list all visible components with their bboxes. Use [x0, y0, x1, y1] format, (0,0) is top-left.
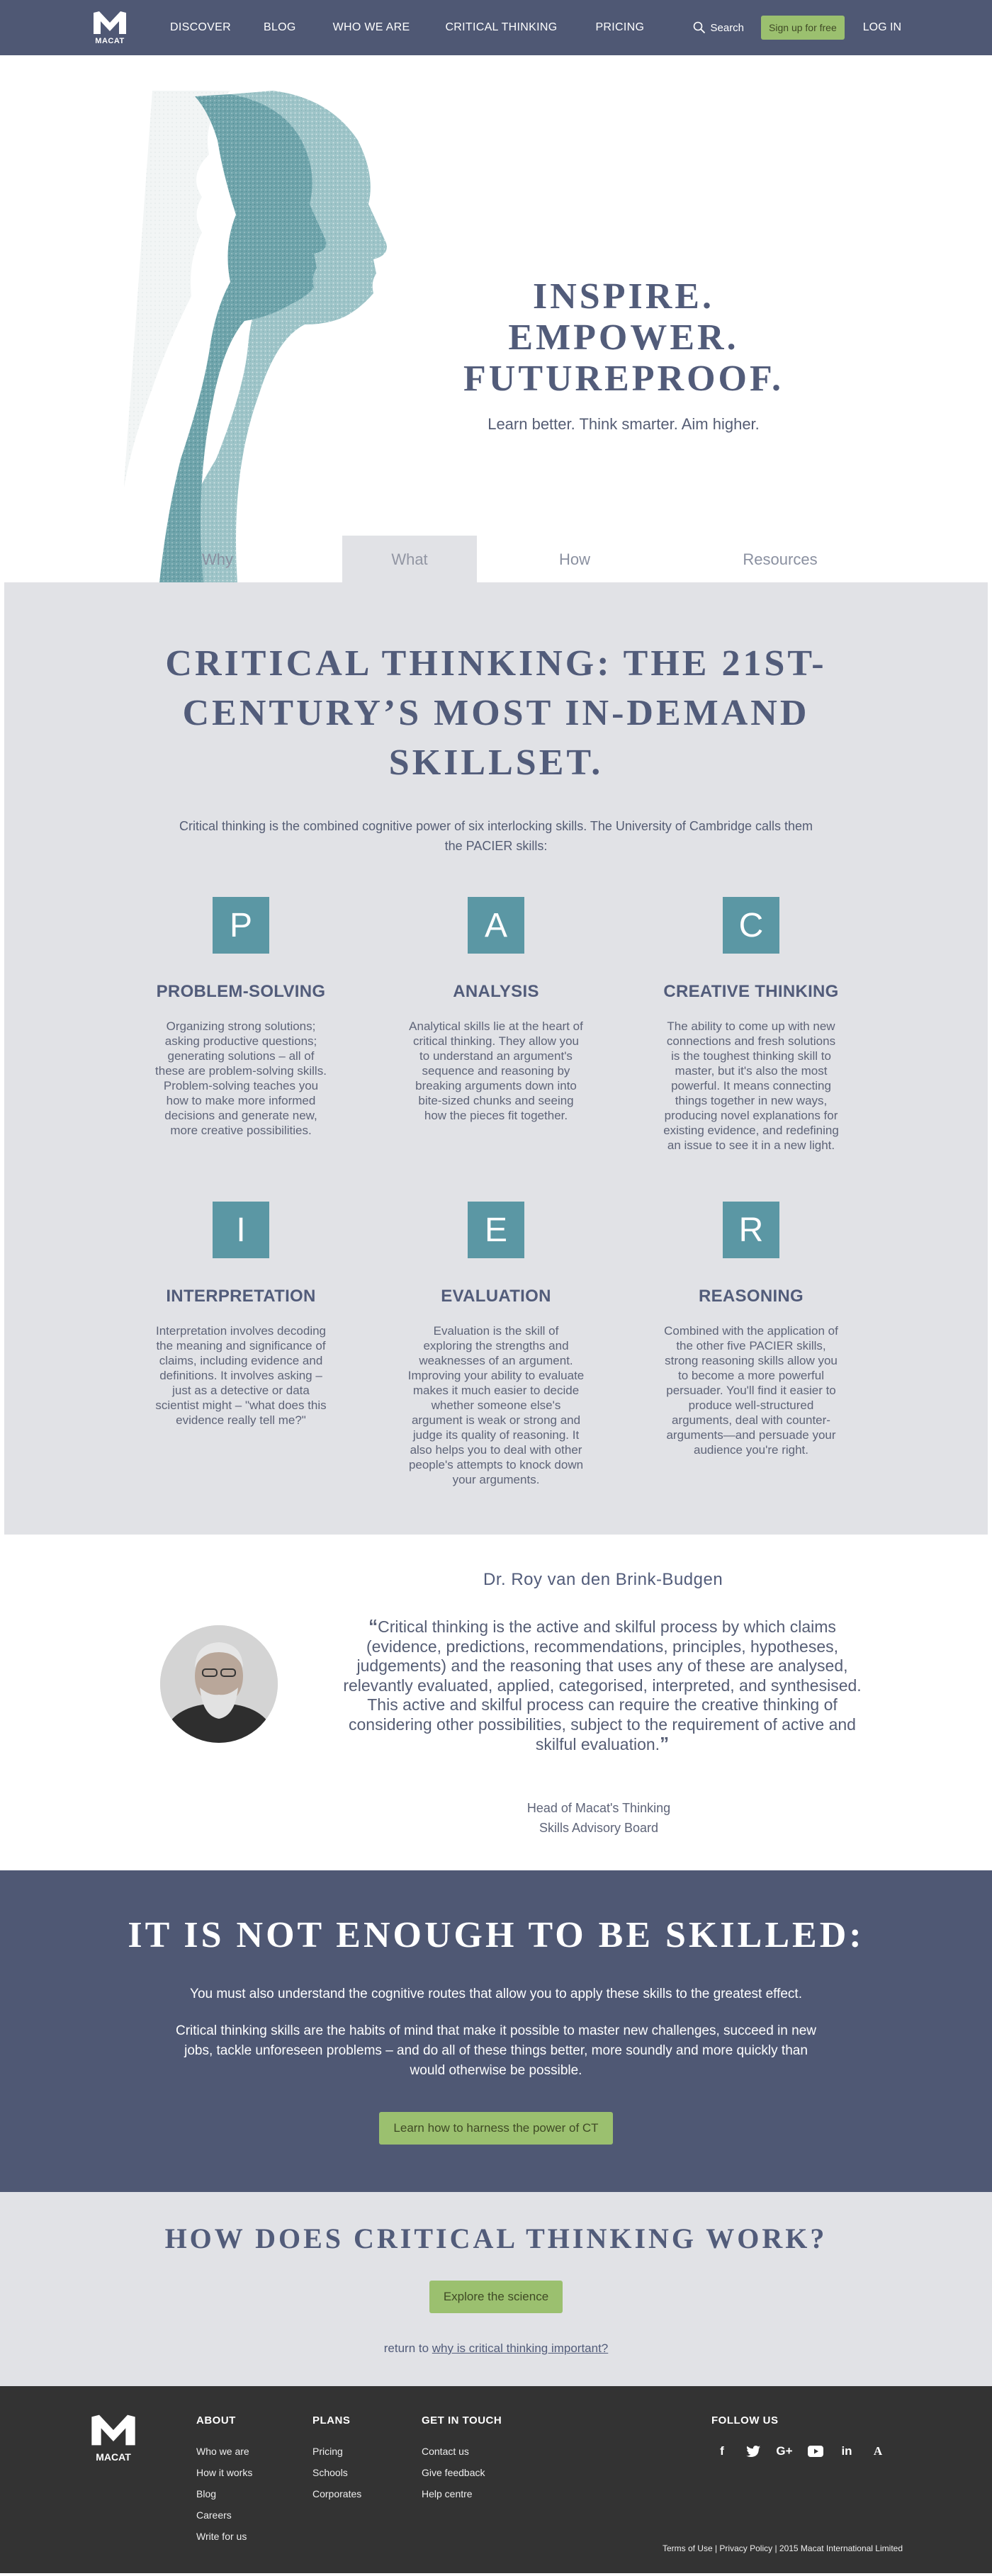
hero — [0, 55, 992, 582]
quote-text: Critical thinking is the active and skilful process by which claims (evidence, predictions, recommendations, principles, hypotheses, judgements) and the reasoning that uses any of these are analysed, relevantly evaluated, applied, categorised, interpreted, and synthesised. This active and skilful process can require the creative thinking of considering other possibilities, subject to the requirement of active and skilful evaluation. — [343, 1617, 862, 1753]
skill-title: PROBLEM-SOLVING — [156, 982, 326, 1001]
harness-ct-button[interactable]: Learn how to harness the power of CT — [379, 2112, 612, 2145]
expert-name: Dr. Roy van den Brink-Budgen — [483, 1570, 723, 1589]
expert-role — [496, 1798, 701, 1838]
skill-description: The ability to come up with new connections and fresh solutions is the toughest thinking skill to master, but it's also the most powerful. It means connecting things together in new ways, producing novel explanations for existing evidence, and redefining an issue to see it in a new light. — [663, 1019, 839, 1152]
nav-who-we-are[interactable]: WHO WE ARE — [332, 21, 410, 33]
skill-card-analysis — [368, 897, 624, 1202]
skill-description: Evaluation is the skill of exploring the strengths and weaknesses of an argument. Improving your ability to evaluate makes it much easier to decide whether someone else's argument is weak or strong and judge its quality of reasoning. It also helps you to deal with other people's attempts to knock down your arguments. — [407, 1324, 585, 1486]
footer-link[interactable]: Corporates — [312, 2488, 362, 2499]
expert-quote-section — [0, 1535, 992, 1870]
social-links — [711, 2441, 898, 2462]
skill-title: REASONING — [698, 1287, 804, 1306]
not-enough-title: IT IS NOT ENOUGH TO BE SKILLED: — [128, 1915, 864, 1955]
footer-link[interactable]: Contact us — [422, 2446, 469, 2457]
google-plus-icon[interactable]: G+ — [776, 2444, 793, 2458]
hero-title — [453, 276, 794, 400]
expert-role-line-2: Skills Advisory Board — [539, 1821, 659, 1835]
skill-letter-e: E — [468, 1202, 524, 1258]
skill-card-interpretation — [113, 1202, 368, 1506]
footer-logo-text: MACAT — [96, 2451, 131, 2463]
footer-link[interactable]: Who we are — [196, 2446, 249, 2457]
search-label: Search — [710, 21, 745, 34]
footer-contact-heading: GET IN TOUCH — [422, 2414, 502, 2427]
footer-plans — [312, 2414, 361, 2504]
footer-link[interactable]: Schools — [312, 2467, 348, 2478]
not-enough-paragraph-1: You must also understand the cognitive routes that allow you to apply these skills to the greatest effect. — [190, 1987, 802, 2001]
footer-about — [196, 2414, 252, 2547]
tab-what[interactable]: What — [342, 536, 477, 582]
skill-title: CREATIVE THINKING — [663, 982, 839, 1001]
hero-title-line-2: FUTUREPROOF. — [463, 358, 784, 399]
footer-link[interactable]: How it works — [196, 2467, 253, 2478]
section-tabs — [0, 536, 992, 582]
critical-thinking-section — [4, 582, 988, 1535]
footer-contact — [422, 2414, 502, 2504]
academia-icon[interactable]: A — [873, 2444, 883, 2458]
footer-about-heading: ABOUT — [196, 2414, 236, 2427]
return-link-prefix: return to — [383, 2341, 432, 2355]
footer-link[interactable]: Pricing — [312, 2446, 343, 2457]
search-button[interactable] — [693, 21, 745, 34]
footer-follow — [711, 2414, 898, 2462]
hero-text — [453, 276, 794, 434]
skill-title: INTERPRETATION — [166, 1287, 316, 1306]
ct-title: CRITICAL THINKING: THE 21ST-CENTURY’S MOST IN-DEMAND SKILLSET. — [165, 643, 827, 783]
footer-plans-heading: PLANS — [312, 2414, 351, 2427]
skill-letter-c: C — [723, 897, 779, 954]
linkedin-icon[interactable]: in — [841, 2444, 852, 2458]
return-link-line — [0, 2341, 992, 2356]
footer-link[interactable]: Careers — [196, 2509, 232, 2521]
pacier-grid — [113, 897, 879, 1506]
hero-title-line-1: INSPIRE. EMPOWER. — [508, 276, 739, 358]
head-silhouettes-illustration — [124, 91, 492, 582]
nav-blog[interactable]: BLOG — [263, 21, 296, 33]
facebook-icon[interactable]: f — [720, 2444, 724, 2458]
search-icon — [693, 21, 706, 34]
logo-text: MACAT — [95, 37, 125, 45]
skill-letter-a: A — [468, 897, 524, 954]
skill-description: Analytical skills lie at the heart of critical thinking. They allow you to understand an argument's sequence and reasoning by breaking arguments down into bite-sized chunks and seeing how the pieces fit together. — [409, 1019, 583, 1122]
portrait-image — [160, 1625, 278, 1743]
expert-portrait — [160, 1625, 278, 1743]
skill-letter-r: R — [723, 1202, 779, 1258]
skill-card-evaluation — [368, 1202, 624, 1506]
close-quote-icon: ” — [660, 1733, 670, 1754]
top-nav — [0, 0, 992, 55]
nav-pricing[interactable]: PRICING — [595, 21, 645, 33]
twitter-icon[interactable] — [743, 2441, 764, 2462]
footer — [0, 2386, 992, 2573]
nav-discover[interactable]: DISCOVER — [170, 21, 231, 33]
skill-description: Organizing strong solutions; asking productive questions; generating solutions – all of these are problem-solving skills. Problem-solving teaches you how to make more informed decisions and generate new, more creative possibilities. — [155, 1019, 327, 1137]
not-enough-section — [0, 1870, 992, 2192]
youtube-icon[interactable] — [805, 2441, 826, 2462]
how-title: HOW DOES CRITICAL THINKING WORK? — [164, 2222, 828, 2254]
skill-card-creative-thinking — [624, 897, 879, 1202]
nav-actions — [693, 0, 902, 55]
login-link[interactable]: LOG IN — [862, 21, 901, 33]
skill-description: Combined with the application of the other five PACIER skills, strong reasoning skills allow you to become a more powerful persuader. You'll find it easier to produce well-structured arguments, deal with counter-arguments—and persuade your audience you're right. — [664, 1324, 838, 1457]
nav-critical-thinking[interactable]: CRITICAL THINKING — [445, 21, 558, 33]
skill-letter-p: P — [213, 897, 269, 954]
footer-logo[interactable] — [88, 2413, 139, 2463]
skill-letter-i: I — [213, 1202, 269, 1258]
why-important-link[interactable]: why is critical thinking important? — [432, 2341, 609, 2355]
not-enough-paragraph-2: Critical thinking skills are the habits of mind that make it possible to master new challenges, succeed in new jobs, tackle unforeseen problems – and do all of these things better, more soundly and more quickly than would otherwise be possible. — [176, 2023, 816, 2078]
how-section — [0, 2192, 992, 2386]
footer-link[interactable]: Blog — [196, 2488, 217, 2499]
macat-logo[interactable] — [91, 7, 129, 48]
skill-title: EVALUATION — [441, 1287, 551, 1306]
open-quote-icon: “ — [368, 1615, 378, 1637]
footer-link[interactable]: Write for us — [196, 2531, 247, 2542]
ct-intro: Critical thinking is the combined cognitive power of six interlocking skills. The University of Cambridge calls them the PACIER skills: — [179, 819, 813, 853]
tab-resources[interactable]: Resources — [743, 550, 818, 568]
main-menu — [170, 21, 644, 34]
explore-science-button[interactable]: Explore the science — [429, 2281, 563, 2313]
expert-quote — [340, 1617, 864, 1755]
skill-title: ANALYSIS — [453, 982, 539, 1001]
skill-card-problem-solving — [113, 897, 368, 1202]
skill-description: Interpretation involves decoding the meaning and significance of claims, including evidence and definitions. It involves asking – just as a detective or data scientist might – "what does this evidence really tell me?" — [155, 1324, 327, 1427]
hero-subtitle: Learn better. Think smarter. Aim higher. — [487, 415, 760, 433]
footer-link[interactable]: Help centre — [422, 2488, 473, 2499]
tab-why[interactable]: Why — [202, 550, 233, 568]
macat-m-icon — [92, 10, 128, 35]
footer-follow-heading: FOLLOW US — [711, 2414, 779, 2427]
skill-card-reasoning — [624, 1202, 879, 1506]
expert-role-line-1: Head of Macat's Thinking — [526, 1801, 671, 1815]
tab-how[interactable]: How — [558, 550, 590, 568]
footer-link[interactable]: Give feedback — [422, 2467, 485, 2478]
macat-m-icon — [89, 2413, 137, 2447]
signup-button[interactable]: Sign up for free — [761, 16, 845, 40]
legal-links[interactable]: Terms of Use | Privacy Policy | 2015 Macat International Limited — [662, 2543, 903, 2553]
